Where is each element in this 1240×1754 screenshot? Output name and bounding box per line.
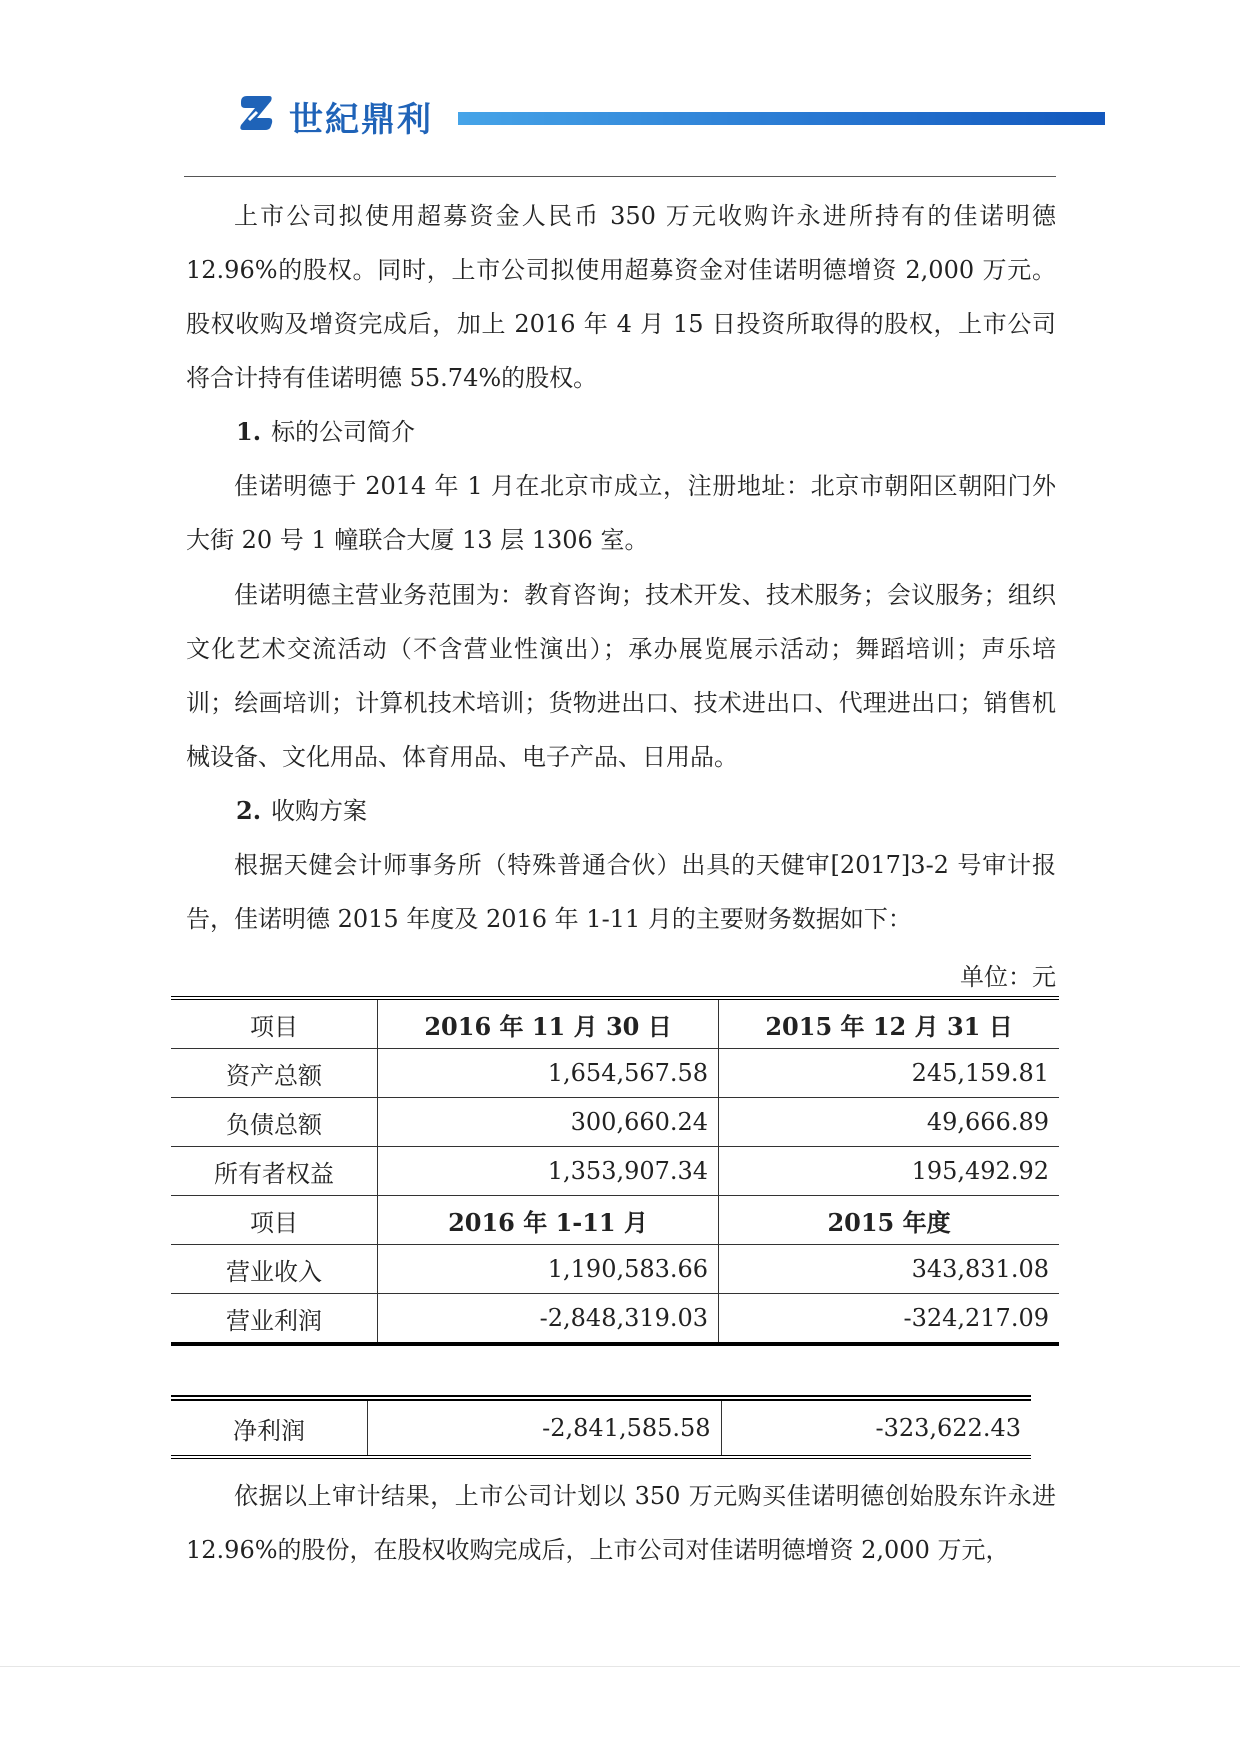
table-row xyxy=(171,1049,1059,1098)
brand-name: 世紀鼎利 xyxy=(289,100,433,140)
section-heading-company-intro xyxy=(236,405,415,459)
cell-value: -324,217.09 xyxy=(719,1294,1059,1345)
cell-value: 343,831.08 xyxy=(719,1245,1059,1294)
table-header-cell: 2016 年 1-11 月 xyxy=(378,1196,719,1245)
row-label: 资产总额 xyxy=(171,1049,378,1098)
cell-value: -323,622.43 xyxy=(721,1398,1031,1457)
row-label: 净利润 xyxy=(171,1398,368,1457)
paragraph-business-scope: 佳诺明德主营业务范围为：教育咨询；技术开发、技术服务；会议服务；组织文化艺术交流活动（不含营业性演出）；承办展览展示活动；舞蹈培训；声乐培训；绘画培训；计算机技术培训；货物进出口、技术进出口、代理进出口；销售机械设备、文化用品、体育用品、电子产品、日用品。 xyxy=(186,581,1056,771)
net-profit-table xyxy=(171,1395,1031,1459)
cell-value: 245,159.81 xyxy=(719,1049,1059,1098)
paragraph-audit-report: 根据天健会计师事务所（特殊普通合伙）出具的天健审[2017]3-2 号审计报告，佳诺明德 2015 年度及 2016 年 1-11 月的主要财务数据如下： xyxy=(186,851,1056,933)
table-header-cell: 2015 年度 xyxy=(719,1196,1059,1245)
page-footer-divider xyxy=(0,1666,1240,1667)
table-row xyxy=(171,1147,1059,1196)
table-row xyxy=(171,1294,1059,1345)
paragraph-equity-acquisition: 上市公司拟使用超募资金人民币 350 万元收购许永进所持有的佳诺明德 12.96%的股权。同时，上市公司拟使用超募资金对佳诺明德增资 2,000 万元。股权收购及增资完成后，加上 2016 年 4 月 15 日投资所取得的股权，上市公司将合计持有佳诺明德 55.74%的股权。 xyxy=(186,202,1056,392)
row-label: 营业利润 xyxy=(171,1294,378,1345)
row-label: 所有者权益 xyxy=(171,1147,378,1196)
paragraph-acquisition-conclusion: 依据以上审计结果，上市公司计划以 350 万元购买佳诺明德创始股东许永进 12.96%的股份，在股权收购完成后，上市公司对佳诺明德增资 2,000 万元， xyxy=(186,1482,1056,1564)
page-header xyxy=(235,88,1105,160)
cell-value: 195,492.92 xyxy=(719,1147,1059,1196)
table-subheader-row xyxy=(171,1196,1059,1245)
section-number: 1. xyxy=(236,417,262,446)
header-accent-bar xyxy=(458,112,1105,125)
row-label: 营业收入 xyxy=(171,1245,378,1294)
table-header-cell: 项目 xyxy=(171,998,378,1049)
cell-value: -2,848,319.03 xyxy=(378,1294,719,1345)
cell-value: 300,660.24 xyxy=(378,1098,719,1147)
table-header-cell: 2016 年 11 月 30 日 xyxy=(378,998,719,1049)
table-header-row xyxy=(171,998,1059,1049)
section-number: 2. xyxy=(236,796,262,825)
table-row xyxy=(171,1245,1059,1294)
unit-label: 单位：元 xyxy=(960,963,1056,991)
financial-data-table xyxy=(171,996,1059,1346)
paragraph-company-registration: 佳诺明德于 2014 年 1 月在北京市成立，注册地址：北京市朝阳区朝阳门外大街 20 号 1 幢联合大厦 13 层 1306 室。 xyxy=(186,472,1056,554)
cell-value: 1,654,567.58 xyxy=(378,1049,719,1098)
table-header-cell: 项目 xyxy=(171,1196,378,1245)
cell-value: -2,841,585.58 xyxy=(368,1398,722,1457)
section-title: 收购方案 xyxy=(271,797,368,825)
section-title: 标的公司简介 xyxy=(271,418,416,446)
company-logo-icon xyxy=(235,92,277,134)
cell-value: 49,666.89 xyxy=(719,1098,1059,1147)
cell-value: 1,190,583.66 xyxy=(378,1245,719,1294)
section-heading-acquisition-plan xyxy=(236,784,367,838)
table-header-cell: 2015 年 12 月 31 日 xyxy=(719,998,1059,1049)
table-row xyxy=(171,1098,1059,1147)
table-row xyxy=(171,1398,1031,1457)
cell-value: 1,353,907.34 xyxy=(378,1147,719,1196)
header-divider xyxy=(184,176,1056,177)
row-label: 负债总额 xyxy=(171,1098,378,1147)
